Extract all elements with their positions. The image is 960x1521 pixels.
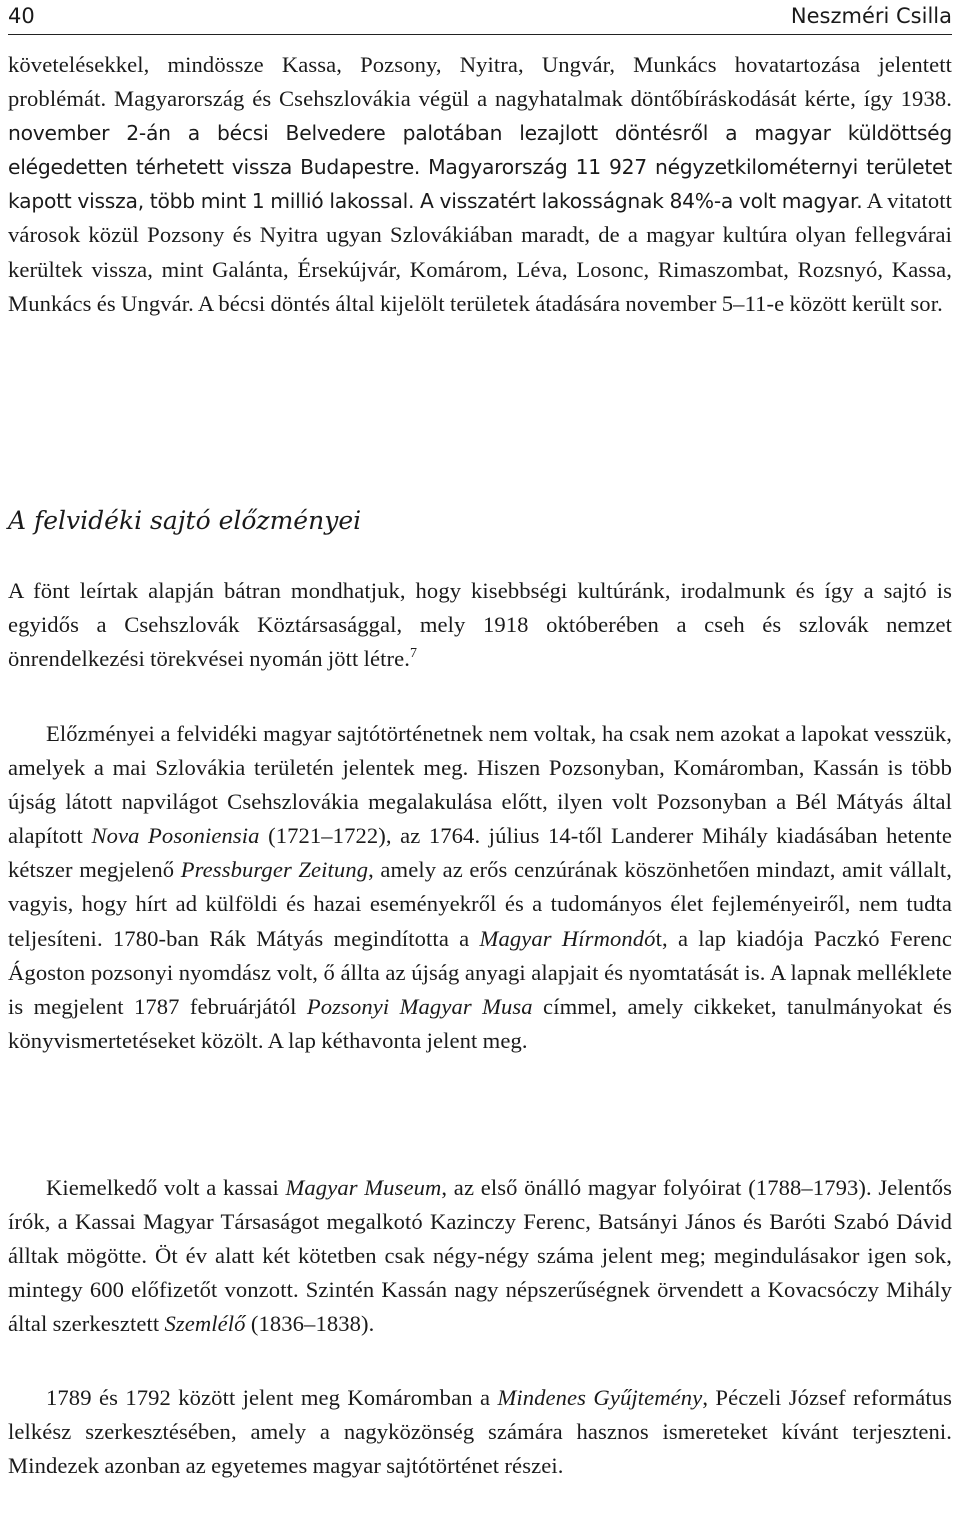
intro-paragraph [8,48,952,321]
running-head-author: Neszméri Csilla [790,4,952,28]
intro-text-sans: november 2-án a bécsi Belvedere palotában lezajlott döntésről a magyar küldöttség elégedetten térhetett vissza Budapestre. Magyarország 11 927 négyzetkilométernyi területet kapott vissza, több mint 1 millió lakossal. A visszatért lakosságnak 84%-a volt magyar. [8,121,952,214]
intro-text-serif: követelésekkel, mindössze Kassa, Pozsony, Nyitra, Ungvár, Munkács hovatartozása jelentett problémát. Magyarország és Csehszlovákia végül a nagyhatalmak döntőbíráskodását kérte, így 1938. [8,52,952,112]
title-nova-posoniensia: Nova Posoniensia [91,823,260,849]
intro-text-rest: A vitatott városok közül Pozsony és Nyitra ugyan Szlovákiában maradt, de a magyar kultúra olyan fellegvárai kerültek vissza, mint Galánta, Érsekújvár, Komárom, Léva, Losonc, Rimaszombat, Rozsnyó, Kassa, Munkács és Ungvár. A bécsi döntés által kijelölt területek átadására november 5–11-e között került sor. [8,188,952,316]
paragraph-3-text: , az első önálló magyar folyóirat (1788–1793). Jelentős írók, a Kassai Magyar Társaságot megalkotó Kazinczy Ferenc, Batsányi János és Baróti Szabó Dávid álltak mögötte. Öt év alatt két kötetben csak négy-négy száma jelent meg; megindulásakor igen sok, mintegy 600 előfizetőt vonzott. Szintén Kassán nagy népszerűségnek örvendett a Kovacsóczy Mihály által szerkesztett [8,1175,952,1337]
paragraph-2-text: címmel, amely cikkeket, tanulmányokat és könyvismertetéseket közölt. A lap kéthavonta jelent meg. [8,993,952,1053]
paragraph-4 [8,1381,952,1483]
paragraph-3 [8,1171,952,1341]
paragraph-2-text: t, a lap kiadója Paczkó Ferenc Ágoston pozsonyi nyomdász volt, ő állta az újság anyagi alapjait és nyomtatását is. A lapnak melléklete is megjelent 1787 februárjától [8,925,953,1019]
page-header [8,2,952,35]
title-szemlelo: Szemlélő [164,1311,246,1337]
paragraph-3-text: Kiemelkedő volt a kassai [46,1175,286,1200]
title-pozsonyi-magyar-musa: Pozsonyi Magyar Musa [306,993,533,1019]
title-magyar-hirmondo: Magyar Hírmondó [479,925,656,951]
paragraph-2-text: Előzményei a felvidéki magyar sajtótörténetnek nem voltak, ha csak nem azokat a lapokat vesszük, amelyek a mai Szlovákia területén jelentek meg. Hiszen Pozsonyban, Komáromban, Kassán is több újság látott napvilágot Csehszlovákia megalakulása előtt, ilyen volt Pozsonyban a Bél Mátyás által alapított [8,721,952,849]
footnote-reference: 7 [410,646,418,662]
title-mindenes-gyujtemeny: Mindenes Gyűjtemény [497,1385,703,1410]
title-pressburger-zeitung: Pressburger Zeitung [180,857,369,883]
paragraph-4-text: 1789 és 1792 között jelent meg Komáromban a [46,1385,498,1410]
page-number: 40 [8,4,35,28]
paragraph-2-text: (1721–1722), az 1764. július 14-től Landerer Mihály kiadásában hetente kétszer megjelenő [8,823,953,883]
title-magyar-museum: Magyar Museum [285,1175,442,1200]
paragraph-2-text: , amely az erős cenzúrának köszönhetően mindazt, amit vállalt, vagyis, hogy hírt ad külföldi és hazai eseményekről és a tudományos élet fejleményeiről, nem tudta teljesíteni. 1780-ban Rák Mátyás megindította a [8,857,953,951]
paragraph-4-text: , Péczeli József református lelkész szerkesztésében, amely a nagyközönség számára hasznos ismereteket kívánt terjeszteni. Mindezek azonban az egyetemes magyar sajtótörténet részei. [8,1385,952,1479]
paragraph-1 [8,574,952,676]
paragraph-2 [8,717,952,1058]
paragraph-3-text: (1836–1838). [245,1311,375,1337]
section-heading: A felvidéki sajtó előzményei [8,506,362,535]
paragraph-1-text: A fönt leírtak alapján bátran mondhatjuk, hogy kisebbségi kultúránk, irodalmunk és így a sajtó is egyidős a Csehszlovák Köztársasággal, mely 1918 októberében a cseh és szlovák nemzet önrendelkezési törekvései nyomán jött létre. [8,578,952,672]
